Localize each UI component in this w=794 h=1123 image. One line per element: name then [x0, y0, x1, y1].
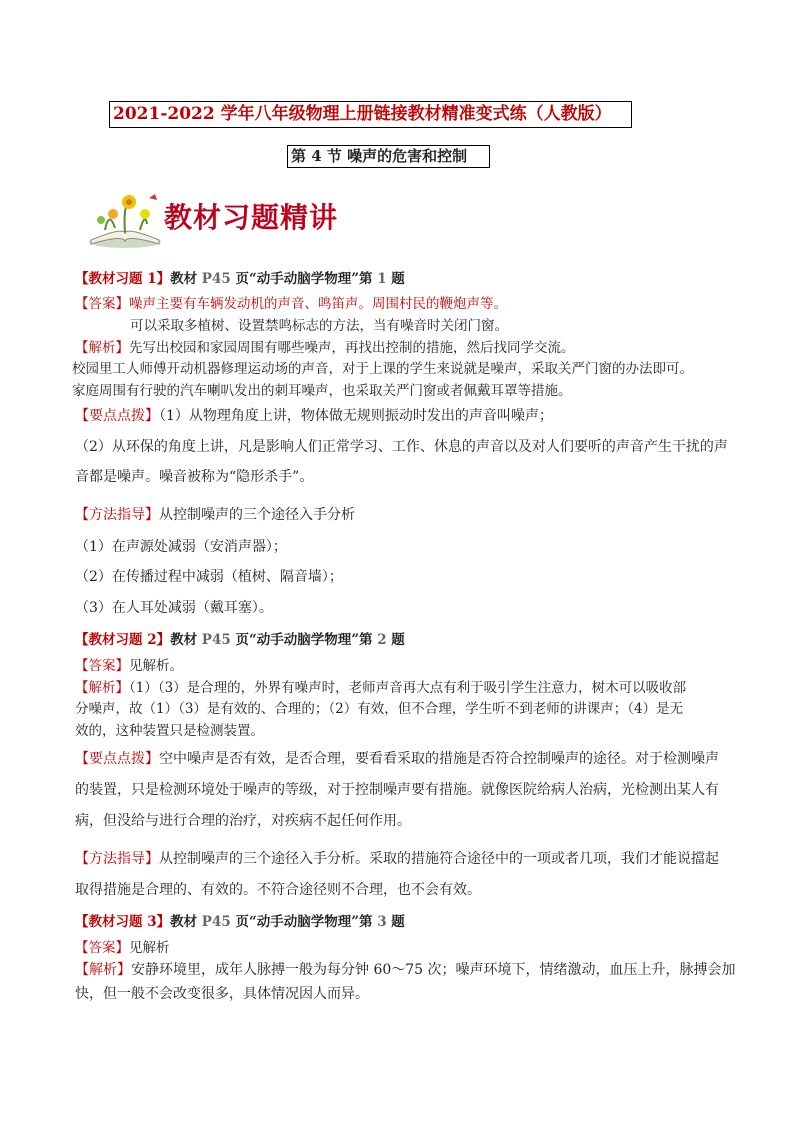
ex2-point: 【要点点拨】空中噪声是否有效，是否合理，要看看采取的措施是否符合控制噪声的途径。对于检测噪声 [75, 751, 719, 767]
ex1-answer-2: 可以采取多植树、设置禁鸣标志的方法，当有噪音时关闭门窗。 [130, 318, 508, 334]
ex1-point: 【要点点拨】（1）从物理角度上讲，物体做无规则振动时发出的声音叫噪声； [75, 408, 553, 424]
ex2-method: 【方法指导】从控制噪声的三个途径入手分析。采取的措施符合途径中的一项或者几项，我们才能说擋起 [75, 851, 719, 867]
ex1-answer: 【答案】噪声主要有车辆发动机的声音、鸣笛声。周围村民的鞭炮声等。 [75, 296, 507, 312]
ex3-answer: 【答案】见解析 [75, 940, 170, 956]
ex2-analysis: 【解析】（1）（3）是合理的，外界有噪声时，老师声音再大点有利于吸引学生注意力，树木可以吸收部 [75, 680, 687, 696]
banner-title: 教材习题精讲 [164, 201, 339, 234]
ex1-analysis-2: 校园里工人师傅开动机器修理运动场的声音，对于上课的学生来说就是噪声，采取关严门窗的办法即可。 [72, 361, 693, 377]
ex2-answer: 【答案】见解析。 [75, 658, 183, 674]
ex2-analysis-3: 效的，这种装置只是检测装置。 [75, 723, 264, 739]
ex1-point-2: （2）从环保的角度上讲，凡是影响人们正常学习、工作、休息的声音以及对人们要听的声音产生干扰的声 [75, 439, 728, 455]
ex1-method-4: （3）在人耳处减弱（戴耳塞）。 [75, 600, 273, 616]
document-title: 2021-2022 学年八年级物理上册链接教材精准变式练（人教版） [109, 101, 632, 128]
ex1-method-3: （2）在传播过程中减弱（植树、隔音墙）； [75, 569, 343, 585]
ex2-header: 【教材习题 2】教材 P45 页“动手动脑学物理”第 2 题 [75, 632, 405, 648]
ex2-tag: 【教材习题 2】 [75, 632, 171, 648]
ex1-header: 【教材习题 1】教材 P45 页“动手动脑学物理”第 1 题 [75, 271, 405, 287]
ex3-analysis: 【解析】安静环境里，成年人脉搏一般为每分钟 60～75 次；噪声环境下，情绪激动，血压上升，脉搏会加 [75, 962, 736, 978]
ex2-analysis-2: 分噪声，故（1）（3）是有效的、合理的；（2）有效，但不合理，学生听不到老师的讲课声；（4）是无 [75, 701, 684, 717]
ex2-method-2: 取得措施是合理的、有效的。不符合途径则不合理，也不会有效。 [75, 882, 481, 898]
ex3-tag: 【教材习题 3】 [75, 914, 171, 930]
ex1-method: 【方法指导】从控制噪声的三个途径入手分析 [75, 507, 355, 523]
ex1-analysis: 【解析】先写出校园和家园周围有哪些噪声，再找出控制的措施，然后找同学交流。 [75, 340, 575, 356]
ex3-analysis-2: 快，但一般不会改变很多，具体情况因人而异。 [75, 986, 369, 1002]
ex1-tag: 【教材习题 1】 [75, 271, 171, 287]
section-title: 第 4 节 噪声的危害和控制 [287, 145, 490, 168]
ex2-point-3: 病，但没给与进行合理的治疗，对疾病不起任何作用。 [75, 813, 411, 829]
ex2-point-2: 的装置，只是检测环境处于噪声的等级，对于控制噪声要有措施。就像医院给病人治病，光检测出某人有 [75, 782, 719, 798]
ex1-method-2: （1）在声源处减弱（安消声器）； [75, 539, 287, 555]
ex3-header: 【教材习题 3】教材 P45 页“动手动脑学物理”第 3 题 [75, 914, 405, 930]
ex1-analysis-3: 家庭周围有行驶的汽车喇叭发出的刺耳噪声，也采取关严门窗或者佩戴耳罩等措施。 [72, 383, 572, 399]
ex1-point-3: 音都是噪声。噪音被称为“隐形杀手”。 [75, 469, 314, 485]
